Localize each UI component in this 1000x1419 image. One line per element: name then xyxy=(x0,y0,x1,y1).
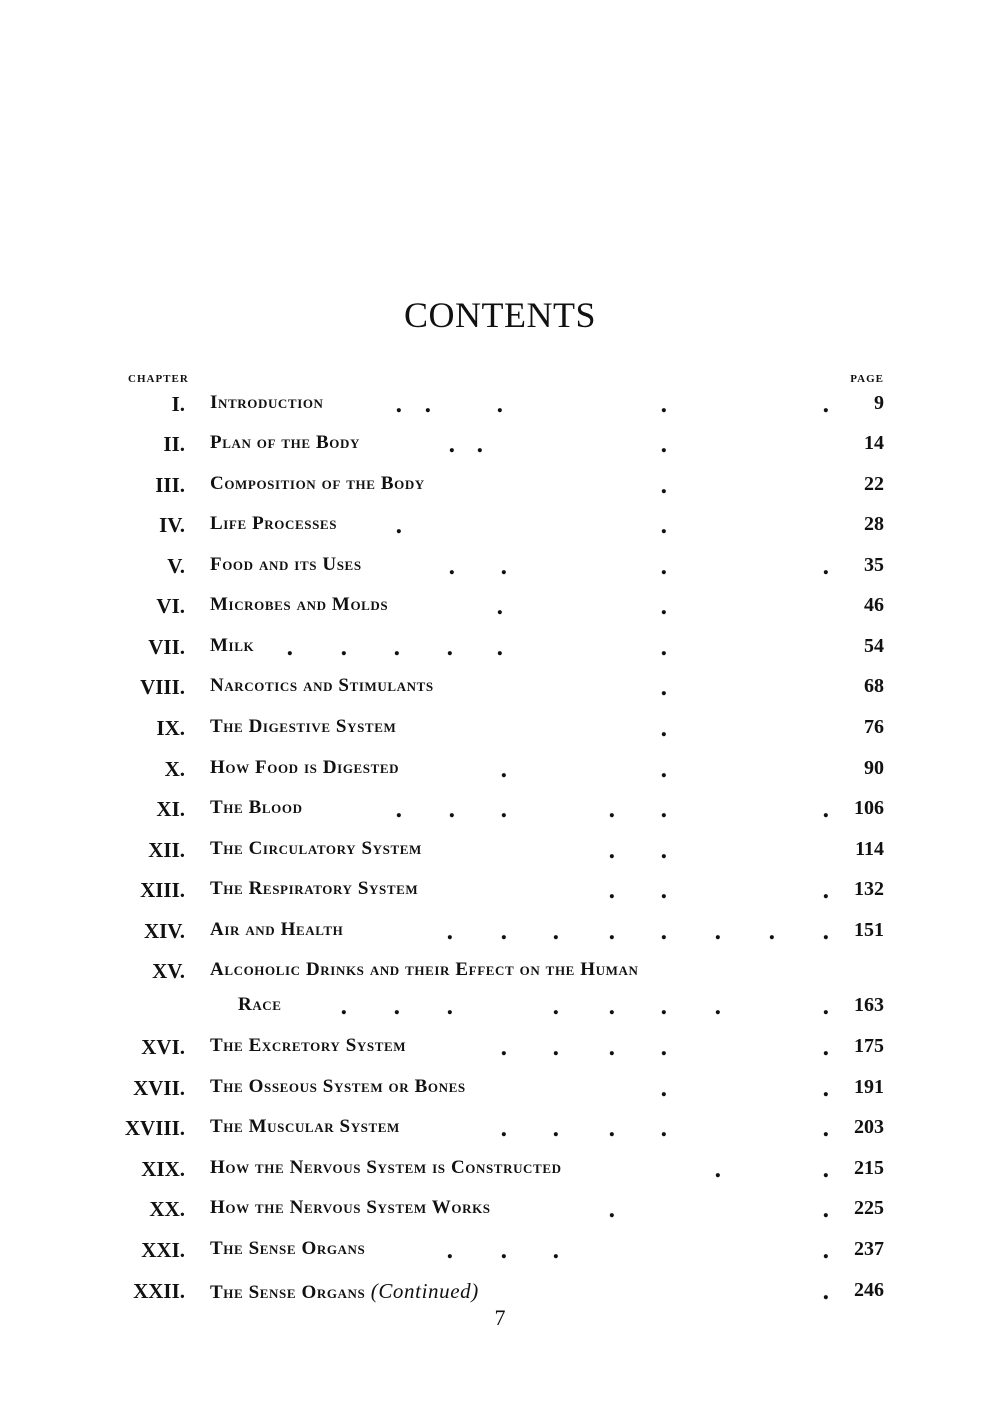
chapter-number: III. xyxy=(155,473,185,497)
leader-dot: . xyxy=(476,432,484,458)
chapter-title-text: The Sense Organs xyxy=(210,1282,366,1303)
chapter-number: IX. xyxy=(156,716,185,740)
leader-dot: . xyxy=(660,513,668,539)
page-ref: 106 xyxy=(854,797,884,819)
chapter-number: XI. xyxy=(156,797,185,821)
chapter-number: XV. xyxy=(152,959,185,983)
chapter-title xyxy=(210,594,388,616)
chapter-number: XXI. xyxy=(141,1238,185,1262)
leader-dot: . xyxy=(500,919,508,945)
page-ref: 114 xyxy=(855,838,884,860)
leader-dot: . xyxy=(500,1116,508,1142)
page-ref: 237 xyxy=(854,1238,884,1260)
leader-dot: . xyxy=(552,1035,560,1061)
list-item xyxy=(0,1035,1000,1069)
list-item xyxy=(0,554,1000,588)
chapter-title-text: The Respiratory System xyxy=(210,878,419,899)
list-item xyxy=(0,757,1000,791)
chapter-title xyxy=(210,1238,365,1260)
leader-dot: . xyxy=(608,797,616,823)
chapter-number: X. xyxy=(164,757,185,781)
leader-dot: . xyxy=(608,994,616,1020)
chapter-number: XVI. xyxy=(141,1035,185,1059)
chapter-title-text: Air and Health xyxy=(210,919,344,940)
page-ref: 163 xyxy=(854,994,884,1016)
leader-dot: . xyxy=(446,1238,454,1264)
leader-dot: . xyxy=(393,635,401,661)
leader-dot: . xyxy=(395,797,403,823)
leader-dot: . xyxy=(446,635,454,661)
list-item xyxy=(0,1076,1000,1110)
leader-dot: . xyxy=(822,392,830,418)
leader-dot: . xyxy=(660,797,668,823)
chapter-title xyxy=(210,473,425,495)
leader-dot: . xyxy=(660,1116,668,1142)
chapter-title-text: The Circulatory System xyxy=(210,838,422,859)
page-ref: 14 xyxy=(864,432,884,454)
chapter-title xyxy=(210,797,303,819)
chapter-title xyxy=(210,1116,400,1138)
chapter-title-suffix: (Continued) xyxy=(370,1279,479,1303)
chapter-title xyxy=(210,716,396,738)
chapter-title xyxy=(210,1197,491,1219)
leader-dot: . xyxy=(822,1238,830,1264)
leader-dot: . xyxy=(714,1157,722,1183)
chapter-title-text: The Blood xyxy=(210,797,303,818)
leader-dot: . xyxy=(822,1279,830,1305)
page-ref: 90 xyxy=(864,757,884,779)
leader-dot: . xyxy=(822,1116,830,1142)
chapter-title xyxy=(210,959,639,981)
page-ref: 225 xyxy=(854,1197,884,1219)
leader-dot: . xyxy=(448,797,456,823)
list-item xyxy=(0,473,1000,507)
leader-dot: . xyxy=(395,392,403,418)
list-item xyxy=(0,513,1000,547)
page-ref: 246 xyxy=(854,1279,884,1301)
chapter-title xyxy=(210,554,362,576)
leader-dot: . xyxy=(660,554,668,580)
chapter-title-text: Milk xyxy=(210,635,255,656)
chapter-title-text: The Sense Organs xyxy=(210,1238,366,1259)
leader-dot: . xyxy=(608,1035,616,1061)
leader-dot: . xyxy=(822,1197,830,1223)
page-ref: 191 xyxy=(854,1076,884,1098)
chapter-number: VI. xyxy=(156,594,185,618)
leader-dot: . xyxy=(395,513,403,539)
list-item xyxy=(0,919,1000,953)
chapter-number: IV. xyxy=(159,513,185,537)
leader-dot: . xyxy=(448,432,456,458)
chapter-title xyxy=(210,878,418,900)
leader-dot: . xyxy=(393,994,401,1020)
chapter-title xyxy=(210,838,422,860)
page-ref: 54 xyxy=(864,635,884,657)
list-item xyxy=(0,432,1000,466)
leader-dot: . xyxy=(660,675,668,701)
leader-dot: . xyxy=(608,838,616,864)
page-ref: 22 xyxy=(864,473,884,495)
chapter-title xyxy=(210,1076,466,1098)
chapter-title xyxy=(210,1157,562,1179)
leader-dot: . xyxy=(660,635,668,661)
list-item xyxy=(0,716,1000,750)
chapter-title-text: Alcoholic Drinks and their Effect on the Human xyxy=(210,959,639,980)
leader-dot: . xyxy=(608,919,616,945)
chapter-title-text: Narcotics and Stimulants xyxy=(210,675,434,696)
leader-dot: . xyxy=(660,473,668,499)
page-ref: 28 xyxy=(864,513,884,535)
leader-dot: . xyxy=(660,757,668,783)
list-item xyxy=(0,797,1000,831)
page-column-header: PAGE xyxy=(850,373,884,385)
chapter-title-text: The Excretory System xyxy=(210,1035,407,1056)
list-item xyxy=(0,635,1000,669)
leader-dot: . xyxy=(714,994,722,1020)
list-item xyxy=(0,878,1000,912)
page-ref: 175 xyxy=(854,1035,884,1057)
leader-dot: . xyxy=(822,1076,830,1102)
chapter-title-text: The Muscular System xyxy=(210,1116,400,1137)
chapter-title xyxy=(210,635,254,657)
leader-dot: . xyxy=(822,878,830,904)
leader-dot: . xyxy=(660,919,668,945)
leader-dot: . xyxy=(500,554,508,580)
leader-dot: . xyxy=(500,1035,508,1061)
chapter-number: XXII. xyxy=(133,1279,185,1303)
leader-dot: . xyxy=(660,716,668,742)
page-ref: 132 xyxy=(854,878,884,900)
leader-dot: . xyxy=(552,1238,560,1264)
chapter-title-text: Microbes and Molds xyxy=(210,594,389,615)
chapter-number: I. xyxy=(171,392,185,416)
leader-dot: . xyxy=(822,1035,830,1061)
page-ref: 151 xyxy=(854,919,884,941)
leader-dot: . xyxy=(446,994,454,1020)
page-ref: 215 xyxy=(854,1157,884,1179)
chapter-number: VII. xyxy=(148,635,185,659)
list-item xyxy=(0,1116,1000,1150)
chapter-title-text: Life Processes xyxy=(210,513,338,534)
leader-dot: . xyxy=(608,878,616,904)
chapter-number: XX. xyxy=(149,1197,185,1221)
leader-dot: . xyxy=(714,919,722,945)
leader-dot: . xyxy=(286,635,294,661)
chapter-title-text: Food and its Uses xyxy=(210,554,362,575)
chapter-number: XVII. xyxy=(133,1076,185,1100)
page-ref: 9 xyxy=(874,392,884,414)
chapter-title xyxy=(210,919,343,941)
list-item-continuation xyxy=(0,994,1000,1028)
chapter-title-text: How the Nervous System is Constructed xyxy=(210,1157,562,1178)
chapter-title xyxy=(210,392,324,414)
chapter-number: V. xyxy=(167,554,185,578)
leader-dot: . xyxy=(660,392,668,418)
leader-dot: . xyxy=(608,1116,616,1142)
leader-dot: . xyxy=(424,392,432,418)
list-item xyxy=(0,1238,1000,1272)
leader-dot: . xyxy=(822,797,830,823)
chapter-title-text: Composition of the Body xyxy=(210,473,425,494)
leader-dot: . xyxy=(608,1197,616,1223)
leader-dot: . xyxy=(496,635,504,661)
leader-dot: . xyxy=(822,919,830,945)
leader-dot: . xyxy=(552,1116,560,1142)
leader-dot: . xyxy=(822,1157,830,1183)
page-ref: 76 xyxy=(864,716,884,738)
chapter-number: VIII. xyxy=(140,675,185,699)
leader-dot: . xyxy=(660,594,668,620)
leader-dot: . xyxy=(660,994,668,1020)
chapter-title xyxy=(210,675,434,697)
list-item xyxy=(0,392,1000,426)
chapter-title-text: How the Nervous System Works xyxy=(210,1197,491,1218)
chapter-number: XIII. xyxy=(140,878,185,902)
chapter-title-text: How Food is Digested xyxy=(210,757,400,778)
leader-dot: . xyxy=(660,1076,668,1102)
chapter-title xyxy=(210,1035,406,1057)
leader-dot: . xyxy=(340,994,348,1020)
page-ref: 203 xyxy=(854,1116,884,1138)
leader-dot: . xyxy=(822,994,830,1020)
page-title: CONTENTS xyxy=(404,295,596,335)
list-item xyxy=(0,959,1000,993)
leader-dot: . xyxy=(660,878,668,904)
list-item xyxy=(0,838,1000,872)
chapter-title xyxy=(210,432,360,454)
chapter-title-text: Plan of the Body xyxy=(210,432,360,453)
leader-dot: . xyxy=(446,919,454,945)
chapter-title xyxy=(210,513,337,535)
chapter-number: XII. xyxy=(148,838,185,862)
page-number: 7 xyxy=(494,1305,506,1330)
leader-dot: . xyxy=(660,1035,668,1061)
leader-dot: . xyxy=(822,554,830,580)
chapter-number: XIX. xyxy=(141,1157,185,1181)
chapter-number: XIV. xyxy=(143,919,185,943)
page-ref: 46 xyxy=(864,594,884,616)
chapter-column-header: CHAPTER xyxy=(128,373,189,385)
chapter-title-continued: Race xyxy=(238,994,282,1015)
chapter-title-text: The Digestive System xyxy=(210,716,397,737)
list-item xyxy=(0,1197,1000,1231)
leader-dot: . xyxy=(768,919,776,945)
list-item xyxy=(0,1157,1000,1191)
page-ref: 68 xyxy=(864,675,884,697)
chapter-title xyxy=(210,1279,479,1304)
leader-dot: . xyxy=(500,757,508,783)
list-item xyxy=(0,594,1000,628)
leader-dot: . xyxy=(500,1238,508,1264)
chapter-number: II. xyxy=(163,432,185,456)
leader-dot: . xyxy=(340,635,348,661)
chapter-title xyxy=(210,757,399,779)
leader-dot: . xyxy=(496,594,504,620)
chapter-number: XVIII. xyxy=(124,1116,185,1140)
leader-dot: . xyxy=(500,797,508,823)
chapter-title-text: The Osseous System or Bones xyxy=(210,1076,466,1097)
leader-dot: . xyxy=(660,838,668,864)
leader-dot: . xyxy=(552,919,560,945)
leader-dot: . xyxy=(552,994,560,1020)
leader-dot: . xyxy=(660,432,668,458)
leader-dot: . xyxy=(448,554,456,580)
page-ref: 35 xyxy=(864,554,884,576)
chapter-title-text: Introduction xyxy=(210,392,324,413)
list-item xyxy=(0,675,1000,709)
leader-dot: . xyxy=(496,392,504,418)
